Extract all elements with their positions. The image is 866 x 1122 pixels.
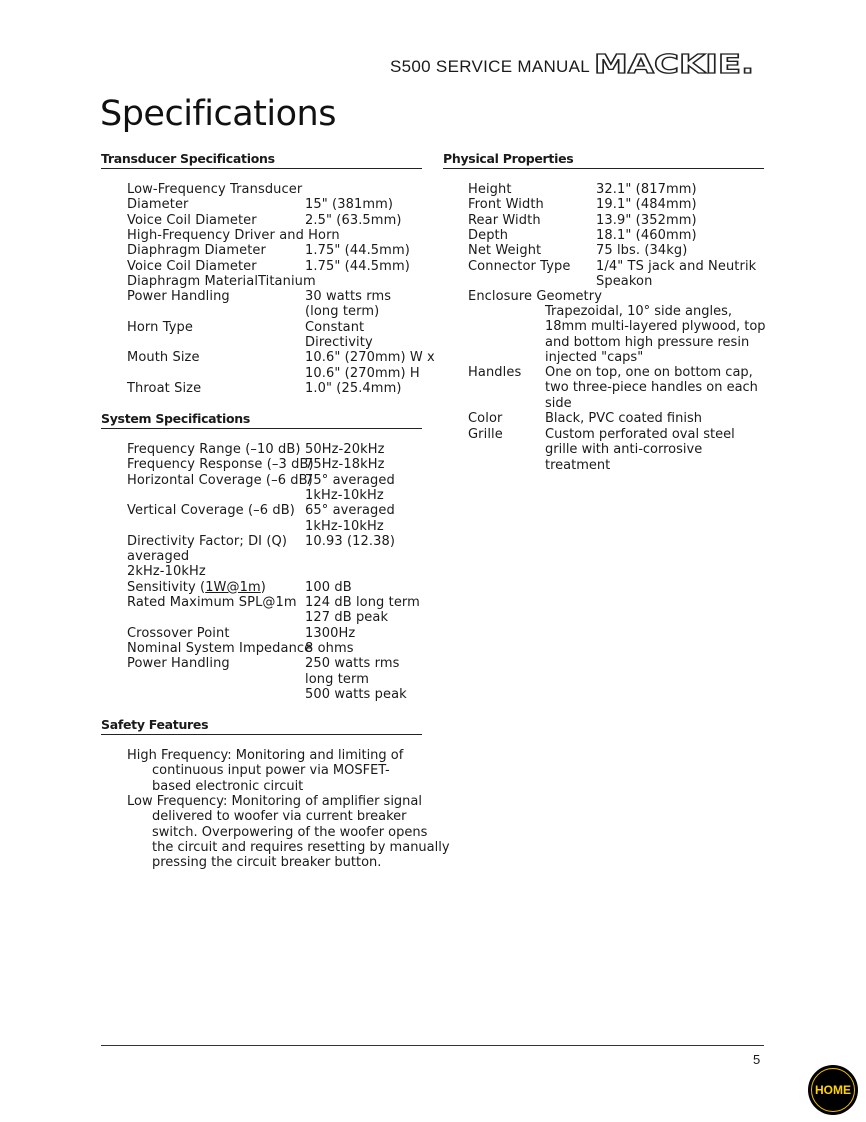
spec-value: 1kHz-10kHz	[305, 487, 384, 503]
page-number: 5	[753, 1052, 761, 1067]
enclosure-text: Trapezoidal, 10° side angles, 18mm multi-layered plywood, top and bottom high pressure resin injected "caps"	[545, 304, 766, 365]
spec-value: 13.9" (352mm)	[596, 212, 697, 228]
spec-value: 250 watts rms	[305, 656, 400, 672]
spec-value: 8 ohms	[305, 640, 354, 656]
spec-label: Rated Maximum SPL@1m	[127, 595, 297, 610]
spec-value: 500 watts peak	[305, 686, 407, 702]
manual-title: S500 SERVICE MANUAL	[390, 57, 591, 76]
handles-text: One on top, one on bottom cap, two three-piece handles on each side	[545, 365, 758, 411]
spec-value: Directivity	[305, 335, 373, 350]
spec-label: Crossover Point	[127, 625, 230, 641]
spec-label: Vertical Coverage (–6 dB)	[127, 503, 295, 519]
spec-value: 1kHz-10kHz	[305, 518, 384, 534]
spec-value: Speakon	[596, 273, 653, 289]
spec-label: Nominal System Impedance	[127, 640, 313, 656]
home-button[interactable]	[808, 1065, 858, 1115]
spec-value: 1.75" (44.5mm)	[305, 243, 410, 259]
spec-label: Net Weight	[468, 243, 542, 259]
spec-label: Low-Frequency Transducer	[127, 182, 303, 197]
spec-label: Voice Coil Diameter	[127, 212, 257, 228]
spec-value: 1/4" TS jack and Neutrik	[596, 258, 757, 274]
spec-label: Mouth Size	[127, 350, 200, 366]
spec-label: Height	[468, 182, 512, 197]
spec-label: Frequency Range (–10 dB)	[127, 442, 301, 457]
spec-value: 1300Hz	[305, 625, 356, 641]
mackie-logo	[594, 51, 766, 77]
spec-value: 1.0" (25.4mm)	[305, 380, 402, 396]
spec-label: Connector Type	[468, 258, 571, 274]
spec-label: High-Frequency Driver and Horn	[127, 227, 340, 243]
system-heading: System Specifications	[101, 411, 422, 429]
safety-item-high: High Frequency: Monitoring and limiting of continuous input power via MOSFET-based electronic circuit	[127, 748, 404, 794]
spec-value: 100 dB	[305, 579, 352, 595]
spec-label: Horn Type	[127, 319, 193, 335]
spec-label: Voice Coil Diameter	[127, 258, 257, 274]
spec-label: Power Handling	[127, 289, 230, 305]
home-button-label: HOME	[811, 1068, 855, 1112]
spec-value: 124 dB long term	[305, 595, 420, 610]
spec-value: 10.93 (12.38)	[305, 533, 396, 549]
spec-label: Horizontal Coverage (–6 dB)	[127, 472, 313, 488]
spec-value: 10.6" (270mm) W x	[305, 350, 435, 366]
spec-label-cont: 2kHz-10kHz	[127, 564, 206, 580]
spec-value: 1.75" (44.5mm)	[305, 258, 410, 274]
spec-value: 32.1" (817mm)	[596, 182, 697, 197]
color-label: Color	[468, 411, 503, 426]
spec-label: Power Handling	[127, 656, 230, 672]
spec-value: Constant	[305, 319, 365, 335]
safety-item-low: Low Frequency: Monitoring of amplifier signal delivered to woofer via current breaker switch. Overpowering of the woofer opens the circuit and requires resetting by manually pressing the circuit breaker button.	[127, 794, 450, 871]
spec-label: Diameter	[127, 197, 189, 213]
spec-value: 75° averaged	[305, 472, 395, 488]
color-text: Black, PVC coated finish	[545, 411, 702, 426]
spec-label: Diaphragm Diameter	[127, 243, 266, 259]
spec-value: 127 dB peak	[305, 610, 389, 626]
safety-heading: Safety Features	[101, 717, 422, 735]
transducer-heading: Transducer Specifications	[101, 151, 422, 169]
spec-label: Diaphragm Material	[127, 273, 259, 289]
spec-label: Rear Width	[468, 212, 541, 228]
spec-value: 10.6" (270mm) H	[305, 365, 420, 381]
spec-label: Sensitivity (1W@1m)	[127, 579, 266, 595]
grille-text: Custom perforated oval steel grille with anti-corrosive treatment	[545, 427, 735, 473]
page-title: Specifications	[100, 94, 336, 134]
spec-value: 75 lbs. (34kg)	[596, 243, 688, 259]
spec-value: 18.1" (460mm)	[596, 227, 697, 243]
spec-label: Throat Size	[127, 380, 202, 396]
spec-label-cont: averaged	[127, 549, 190, 565]
spec-value: 30 watts rms	[305, 289, 392, 305]
spec-value: 65° averaged	[305, 503, 395, 519]
physical-heading: Physical Properties	[443, 151, 764, 169]
spec-label: Directivity Factor; DI (Q)	[127, 533, 288, 549]
handles-label: Handles	[468, 365, 522, 380]
enclosure-label: Enclosure Geometry	[468, 289, 602, 304]
spec-label: Frequency Response (–3 dB)	[127, 457, 314, 473]
spec-value: long term	[305, 671, 369, 687]
spec-label: Front Width	[468, 197, 544, 213]
spec-value: Titanium	[258, 273, 316, 289]
spec-value: 2.5" (63.5mm)	[305, 212, 402, 228]
spec-value: 15" (381mm)	[305, 197, 394, 213]
spec-value: 50Hz-20kHz	[305, 442, 385, 457]
spec-label: Depth	[468, 227, 509, 243]
spec-value: (long term)	[305, 304, 380, 320]
spec-value: 19.1" (484mm)	[596, 197, 697, 213]
footer-rule	[101, 1045, 764, 1046]
spec-value: 75Hz-18kHz	[305, 457, 385, 473]
logo-text: MACKIE.	[594, 51, 754, 77]
grille-label: Grille	[468, 427, 503, 442]
